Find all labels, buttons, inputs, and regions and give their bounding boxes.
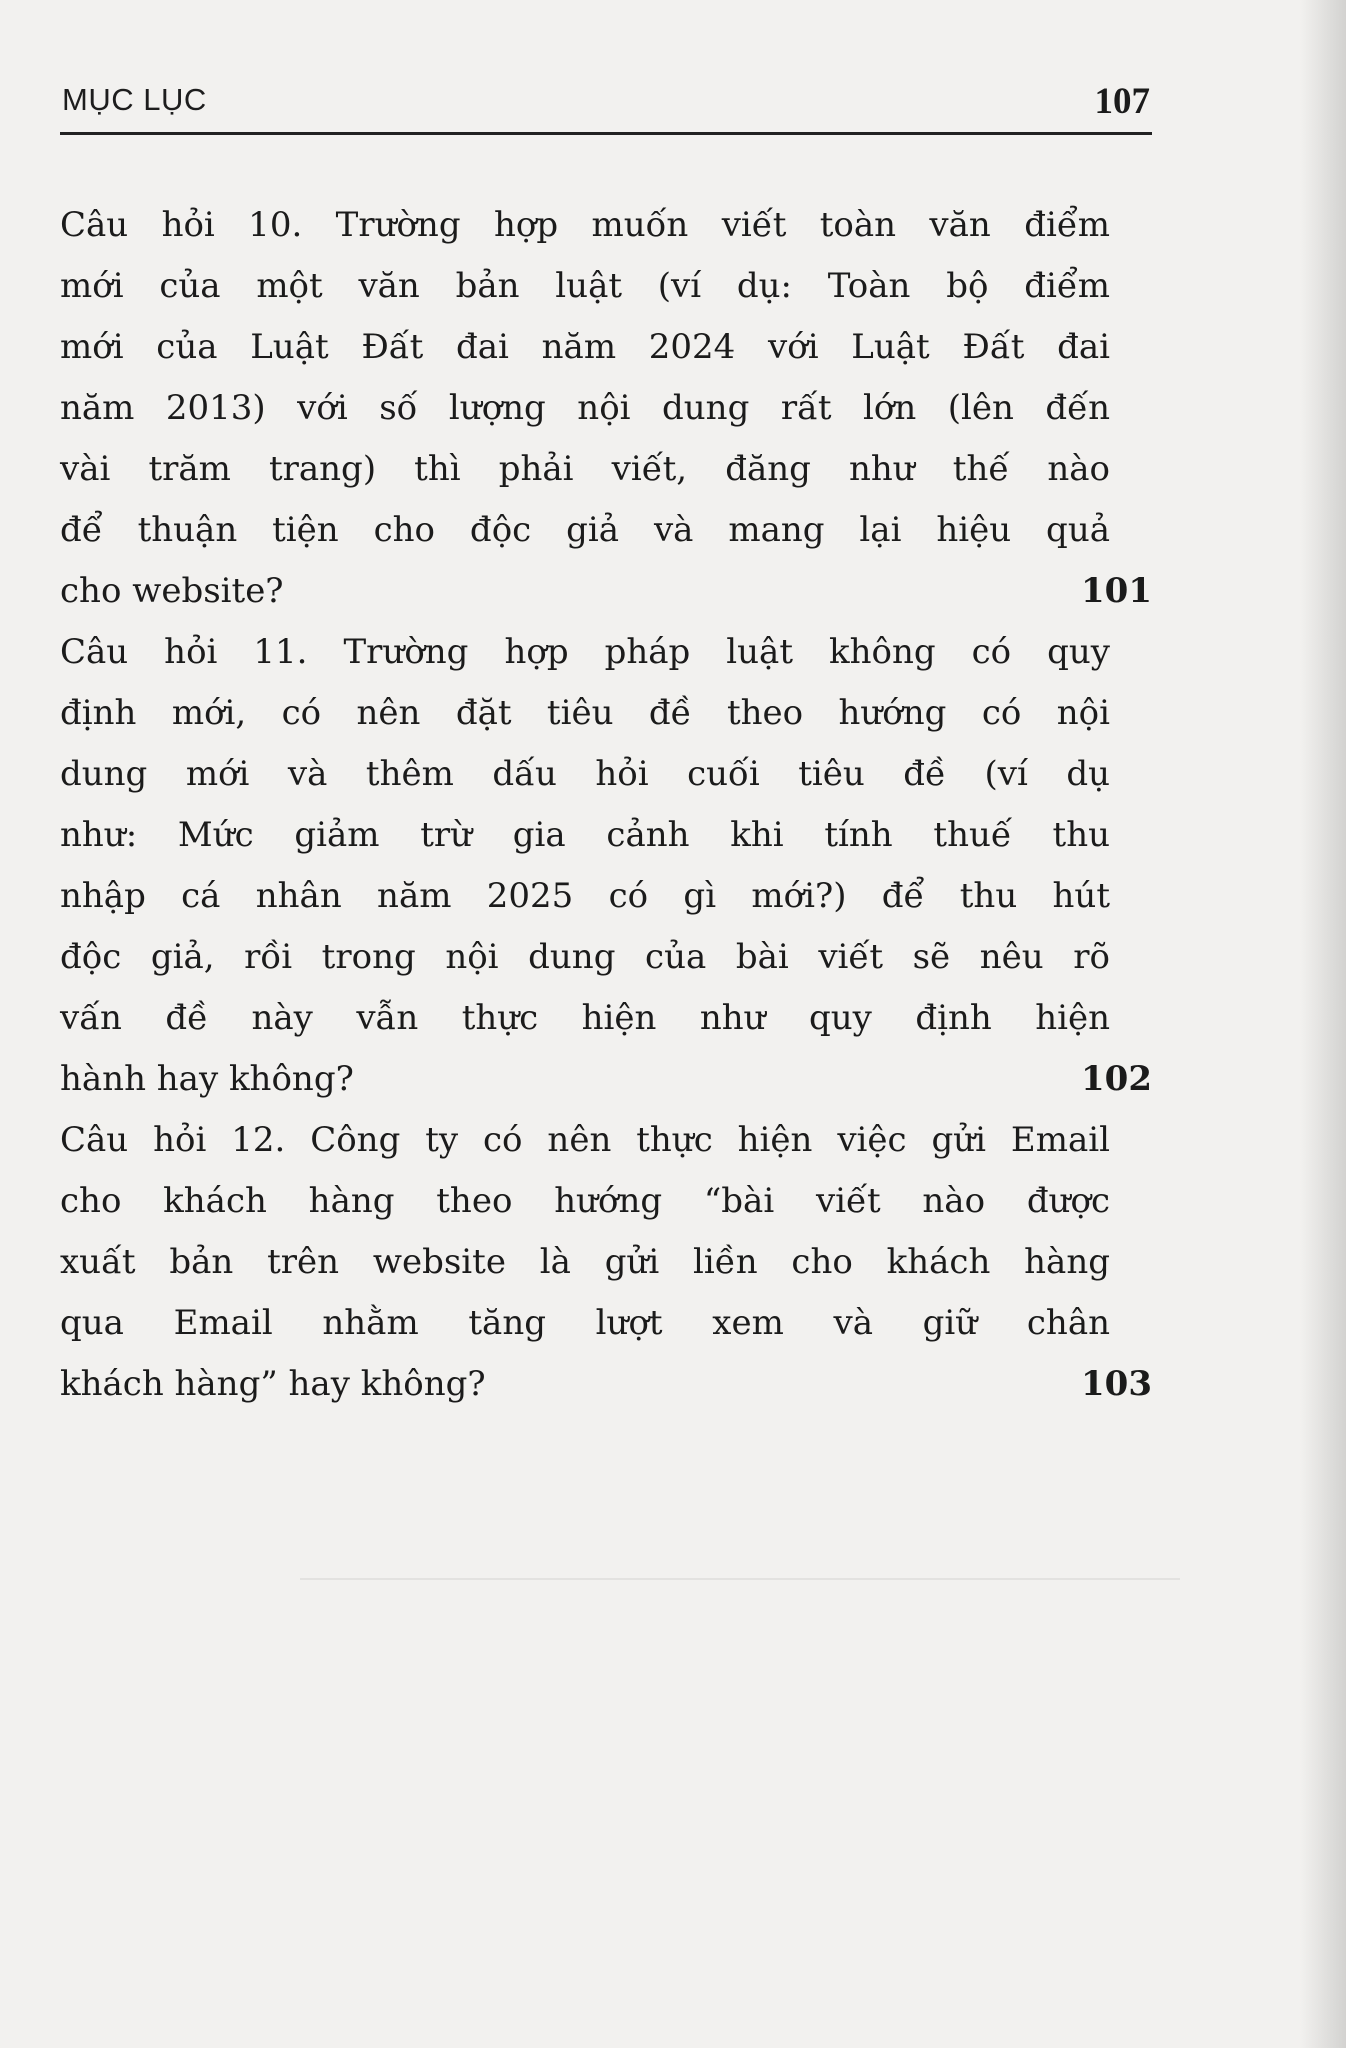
toc-line: năm 2013) với số lượng nội dung rất lớn (lên đến [60,388,1110,428]
toc-line: cho website? [60,571,284,611]
table-of-contents [60,195,1152,1415]
toc-line: mới của một văn bản luật (ví dụ: Toàn bộ điểm [60,266,1110,306]
toc-line: định mới, có nên đặt tiêu đề theo hướng có nội [60,693,1110,733]
toc-line: Câu hỏi 11. Trường hợp pháp luật không có quy [60,632,1110,672]
page-header [60,76,1152,135]
toc-entry-11 [60,622,1152,1110]
toc-line: độc giả, rồi trong nội dung của bài viết sẽ nêu rõ [60,937,1110,977]
toc-line: nhập cá nhân năm 2025 có gì mới?) để thu hút [60,876,1110,916]
toc-entry-10 [60,195,1152,622]
toc-page-number: 101 [1081,571,1152,611]
toc-line: hành hay không? [60,1059,354,1099]
page-edge-shadow [1300,0,1346,2048]
toc-line: cho khách hàng theo hướng “bài viết nào được [60,1181,1110,1221]
toc-line: như: Mức giảm trừ gia cảnh khi tính thuế thu [60,815,1110,855]
toc-line: Câu hỏi 12. Công ty có nên thực hiện việc gửi Email [60,1120,1110,1160]
toc-line: khách hàng” hay không? [60,1364,486,1404]
running-title: MỤC LỤC [62,82,207,117]
toc-line: Câu hỏi 10. Trường hợp muốn viết toàn văn điểm [60,205,1110,245]
toc-entry-12 [60,1110,1152,1415]
toc-line: để thuận tiện cho độc giả và mang lại hiệu quả [60,510,1110,550]
toc-page-number: 103 [1081,1364,1152,1404]
toc-line: xuất bản trên website là gửi liền cho khách hàng [60,1242,1110,1282]
toc-line: mới của Luật Đất đai năm 2024 với Luật Đất đai [60,327,1110,367]
toc-line: dung mới và thêm dấu hỏi cuối tiêu đề (ví dụ [60,754,1110,794]
page-number: 107 [1094,81,1150,122]
toc-line: qua Email nhằm tăng lượt xem và giữ chân [60,1303,1110,1343]
toc-page-number: 102 [1081,1059,1152,1099]
toc-line: vấn đề này vẫn thực hiện như quy định hiện [60,998,1110,1038]
toc-line: vài trăm trang) thì phải viết, đăng như thế nào [60,449,1110,489]
show-through-rule [300,1578,1180,1580]
